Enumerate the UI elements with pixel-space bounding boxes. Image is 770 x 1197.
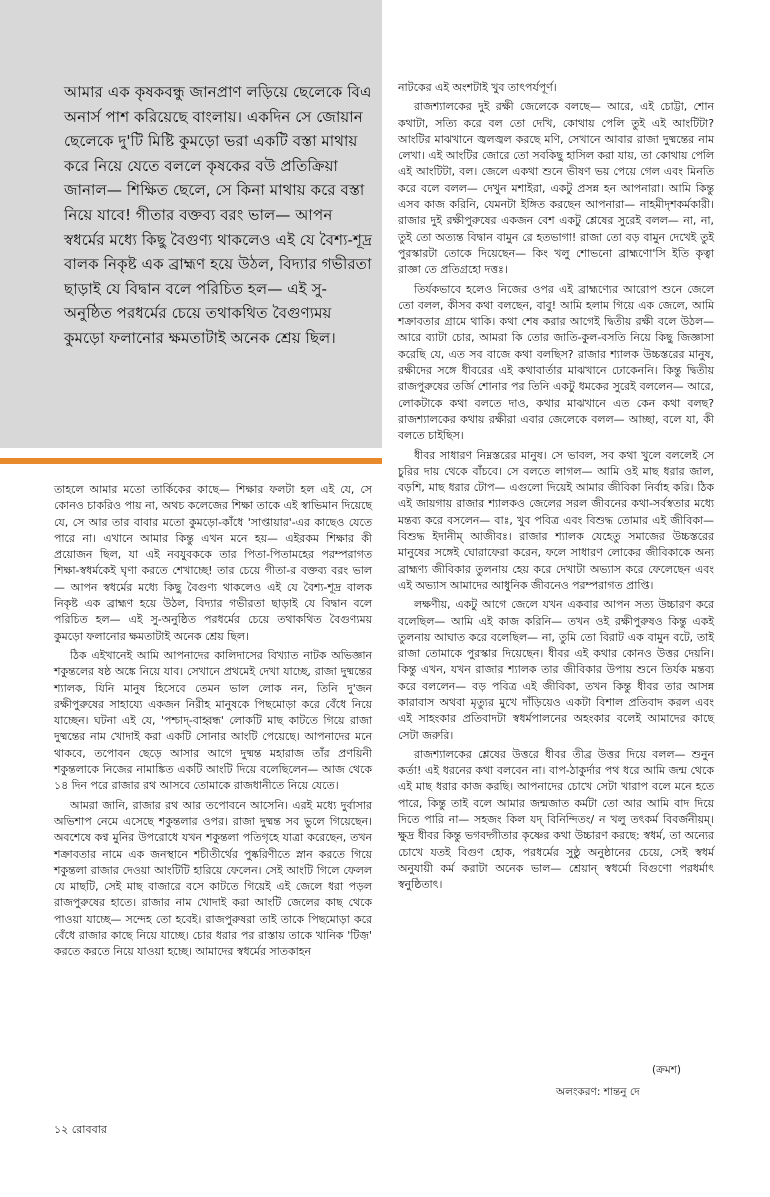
paragraph: তির্যকভাবে হলেও নিজের ওপর এই ব্রাহ্মণ্যের আরোপ শুনে জেলে তো বলল, কীসব কথা বলছেন, বাবু! আমি হলাম গিয়ে এক জেলে, আমি শক্রাবতার গ্রামে থাকি। কথা শেষ করার আগেই দ্বিতীয় রক্ষী বলে উঠল— আরে ব্যাটা চোর, আমরা কি তোর জাতি-কুল-বসতি নিয়ে কিছু জিজ্ঞাসা করেছি যে, এত সব বাজে কথা বলছিস? রাজার শ্যালক উচ্চস্তরের মানুষ, রক্ষীদের সঙ্গে ধীবরের এই কথাবার্তার মাঝখানে ঢোকেননি। কিন্তু দ্বিতীয় রাজপুরুষের তর্জি শোনার পর তিনি একটু ধমকের সুরেই বললেন— আরে, লোকটাকে কথা বলতে দাও, কথার মাঝখানে এত কেন কথা বলছ? রাজশ্যালকের কথায় রক্ষীরা এবার জেলেকে বলল— আচ্ছা, বলে যা, কী বলতে চাইছিস। xyxy=(398,282,714,443)
page-folio: ১২ রোববার xyxy=(54,1123,107,1136)
paragraph: নাটকের এই অংশটাই খুব তাৎপর্যপূর্ণ। xyxy=(398,81,557,94)
paragraph: লক্ষণীয়, একটু আগে জেলে যখন একবার আপন সত্য উচ্চারণ করে বলেছিল— আমি এই কাজ করিনি— তখন ওই রক্ষীপুরুষও কিন্তু একই তুলনায় আঘাত করে বলেছিল— না, তুমি তো বিরাট এক বামুন বটে, তাই রাজা তোমাকে পুরস্কার দিয়েছেন। ধীবর এই কথার কোনও উত্তর দেয়নি। কিন্তু এখন, যখন রাজার শ্যালক তার জীবিকার উপায় শুনে তির্যক মন্তব্য করে বললেন— বড় পবিত্র এই জীবিকা, তখন কিন্তু ধীবর তার আসন্ন কারাবাস অথবা মৃত্যুর মুখে দাঁড়িয়েও একটা বিশাল প্রতিবাদ করল এবং এই সাহংকার প্রতিবাদটা স্বধর্মপালনের অহংকার বলেই আমাদের কাছে সেটা জরুরি। xyxy=(398,598,714,742)
paragraph: ধীবর সাধারণ নিম্নস্তরের মানুষ। সে ভাবল, সব কথা খুলে বললেই সে চুরির দায় থেকে বাঁচবে। সে বলতে লাগল— আমি ওই মাছ ধরার জাল, বড়শি, মাছ ধরার টোপ— এগুলো দিয়েই আমার জীবিকা নির্বাহ করি। ঠিক এই জায়গায় রাজার শ্যালকও জেলের সরল জীবনের কথা-সর্বস্বতার মধ্যে মন্তব্য করে বসলেন— বাঃ, খুব পবিত্র এবং বিশুদ্ধ তোমার এই জীবিকা— বিশুদ্ধ ইদানীম্ আজীবঃ। রাজার শ্যালক যেহেতু সমাজের উচ্চস্তরের মানুষের সঙ্গেই ঘোরাফেরা করেন, ফলে সাধারণ লোকের জীবিকাকে অন্য ব্রাহ্মণ্য জীবিকার তুলনায় হেয় করে দেখাটা অভ্যাস করে ফেলেছেন এবং এই অভ্যাস আমাদের আধুনিক জীবনেও পরম্পরাগত প্রাপ্তি। xyxy=(398,448,714,592)
article-column-right xyxy=(398,80,714,894)
continued-label: (ক্রমশ) xyxy=(652,1064,682,1076)
paragraph: আমরা জানি, রাজার রথ আর তপোবনে আসেনি। এরই মধ্যে দুর্বাসার অভিশাপ নেমে এসেছে শকুন্তলার ওপর। রাজা দুষ্মন্ত সব ভুলে গিয়েছেন। অবশেষে কণ্ব মুনির উপরোধে যখন শকুন্তলা পতিগৃহে যাত্রা করেছেন, তখন শক্রাবতার নামে এক জনস্থানে শচীতীর্থের পুষ্করিণীতে স্নান করতে গিয়ে শকুন্তলা রাজার দেওয়া আংটিটি হারিয়ে ফেলেন। সেই আংটি গিলে ফেলল যে মাছটি, সেই মাছ বাজারে বসে কাটতে গিয়েই এই জেলে ধরা পড়ল রাজপুরুষের হাতে। রাজার নাম খোদাই করা আংটি জেলের কাছ থেকে পাওয়া যাচ্ছে— সন্দেহ তো হবেই। রাজপুরুষরা তাই তাকে পিছমোড়া করে বেঁধে রাজার কাছে নিয়ে যাচ্ছে। চোর ধরার পর রাস্তায় তাকে খানিক 'টিজ়' করতে করতে নিয়ে যাওয়া হচ্ছে। আমাদের স্বধর্মের সাতকাহন xyxy=(54,798,372,959)
article-column-left xyxy=(54,482,372,961)
accent-rule xyxy=(0,458,382,464)
illustration-credit: অলংকরণ: শান্তনু দে xyxy=(556,1086,640,1098)
pull-quote-text: আমার এক কৃষকবন্ধু জানপ্রাণ লড়িয়ে ছেলেকে বিএ অনার্স পাশ করিয়েছে বাংলায়। একদিন সে জোয়ান ছেলেকে দু'টি মিষ্টি কুমড়ো ভরা একটি বস্তা মাথায় করে নিয়ে যেতে বললে কৃষকের বউ প্রতিক্রিয়া জানাল— শিক্ষিত ছেলে, সে কিনা মাথায় করে বস্তা নিয়ে যাবে! গীতার বক্তব্য বরং ভাল— আপন স্বধর্মের মধ্যে কিছু বৈগুণ্য থাকলেও এই যে বৈশ্য-শূদ্র বালক নিকৃষ্ট এক ব্রাহ্মণ হয়ে উঠল, বিদ্যার গভীরতা ছাড়াই যে বিদ্বান বলে পরিচিত হল— এই সু-অনুষ্ঠিত পরধর্মের চেয়ে তথাকথিত বৈগুণ্যময় কুমড়ো ফলানোর ক্ষমতাটাই অনেক শ্রেয় ছিল। xyxy=(64,83,373,347)
paragraph: তাহলে আমার মতো তার্কিকের কাছে— শিক্ষার ফলটা হল এই যে, সে কোনও চাকরিও পায় না, অথচ কলেজের শিক্ষা তাকে এই স্বাভিমান দিয়েছে যে, সে আর তার বাবার মতো কুমড়ো-কাঁধে 'সাপ্তায়ার'-এর কাছেও যেতে পারে না। এখানে আমার কিন্তু এখন মনে হয়— এইরকম শিক্ষার কী প্রয়োজন ছিল, যা এই নবযুবককে তার পিতা-পিতামহের পরম্পরাগত শিক্ষা-স্বধর্মকেই ঘৃণা করতে শেখাচ্ছে! তার চেয়ে গীতা-র বক্তব্য বরং ভাল— আপন স্বধর্মের মধ্যে কিছু বৈগুণ্য থাকলেও এই যে বৈশ্য-শূদ্র বালক নিকৃষ্ট এক ব্রাহ্মণ হয়ে উঠল, বিদ্যার গভীরতা ছাড়াই যে বিদ্বান বলে পরিচিত হল— এই সু-অনুষ্ঠিত পরধর্মের চেয়ে তথাকথিত বৈগুণ্যময় কুমড়ো ফলানোর ক্ষমতাটাই অনেক শ্রেয় ছিল। xyxy=(54,483,372,643)
paragraph: ঠিক এইখানেই আমি আপনাদের কালিদাসের বিখ্যাত নাটক অভিজ্ঞান শকুন্তলের ষষ্ঠ অঙ্কে নিয়ে যাব। সেখানে প্রথমেই দেখা যাচ্ছে, রাজা দুষ্মন্তের শ্যালক, যিনি মানুষ হিসেবে তেমন ভাল লোক নন, তিনি দু'জন রক্ষীপুরুষের সাহায্যে একজন নিরীহ মানুষকে পিছমোড়া করে বেঁধে নিয়ে যাচ্ছেন। ঘটনা এই যে, 'পশ্চাদ্-বাহ্বন্ধ' লোকটি মাছ কাটতে গিয়ে রাজা দুষ্মন্তের নাম খোদাই করা একটি সোনার আংটি পেয়েছে। আপনাদের মনে থাকবে, তপোবন ছেড়ে আসার আগে দুষ্মন্ত মহারাজ তাঁর প্রণয়িনী শকুন্তলাকে নিজের নামাঙ্কিত একটি আংটি দিয়ে বলেছিলেন— আজ থেকে ১৪ দিন পরে রাজার রথ আসবে তোমাকে রাজধানীতে নিয়ে যেতে। xyxy=(54,648,372,793)
paragraph: রাজশ্যালকের দুই রক্ষী জেলেকে বলছে— আরে, এই চোট্টা, শোন কথাটা, সত্যি করে বল তো দেখি, কোথায় পেলি তুই এই আংটিটা? আংটির মাঝখানে জ্বলজ্বল করছে মণি, সেখানে আবার রাজা দুষ্মন্তের নাম লেখা। এই আংটির জোরে তো সবকিছু হাসিল করা যায়, তা কোথায় পেলি এই আংটিটা, বল। জেলে একথা শুনে ভীষণ ভয় পেয়ে গেল এবং মিনতি করে বলে বলল— দেখুন মশাইরা, একটু প্রসন্ন হন আপনারা। আমি কিন্তু এসব কাজ করিনি, যেমনটা ইঙ্গিত করছেন আপনারা— নাহমীদৃশকর্মকারী। রাজার দুই রক্ষীপুরুষের একজন বেশ একটু শ্লেষের সুরেই বলল— না, না, তুই তো অত্যন্ত বিদ্বান বামুন রে হতভাগা! রাজা তো বড় বামুন দেখেই তুই পুরস্কারটা তোকে দিয়েছেন— কিং খলু শোভনো ব্রাহ্মণো'সি ইতি কৃত্বা রাজ্ঞা তে প্রতিগ্রহো দত্তঃ। xyxy=(398,100,714,277)
paragraph: রাজশ্যালকের শ্লেষের উত্তরে ধীবর তীব্র উত্তর দিয়ে বলল— শুনুন কর্তা! এই ধরনের কথা বলবেন না। বাপ-ঠাকুর্দার পথ ধরে আমি জন্ম থেকে এই মাছ ধরার কাজ করছি। আপনাদের চোখে সেটা খারাপ বলে মনে হতে পারে, কিন্তু তাই বলে আমার জন্মজাত কর্মটা তো আর আমি বাদ দিয়ে দিতে পারি না— সহজং কিল যদ্ বিনিন্দিতং/ ন খলু তৎকর্ম বিবর্জনীয়ম্। ক্ষুদ্র ধীবর কিন্তু ভগবদ্গীতার কৃষ্ণের কথা উচ্চারণ করছে: স্বধর্ম, তা অন্যের চোখে যতই বিগুণ হোক, পরধর্মের সুষ্ঠু অনুষ্ঠানের চেয়ে, সেই স্বধর্ম অনুযায়ী কর্ম করাটা অনেক ভাল— শ্রেয়ান্ স্বধর্মো বিগুণো পরধর্মাৎ স্বনুষ্ঠিতাৎ। xyxy=(398,747,714,892)
pull-quote-box xyxy=(0,0,382,448)
